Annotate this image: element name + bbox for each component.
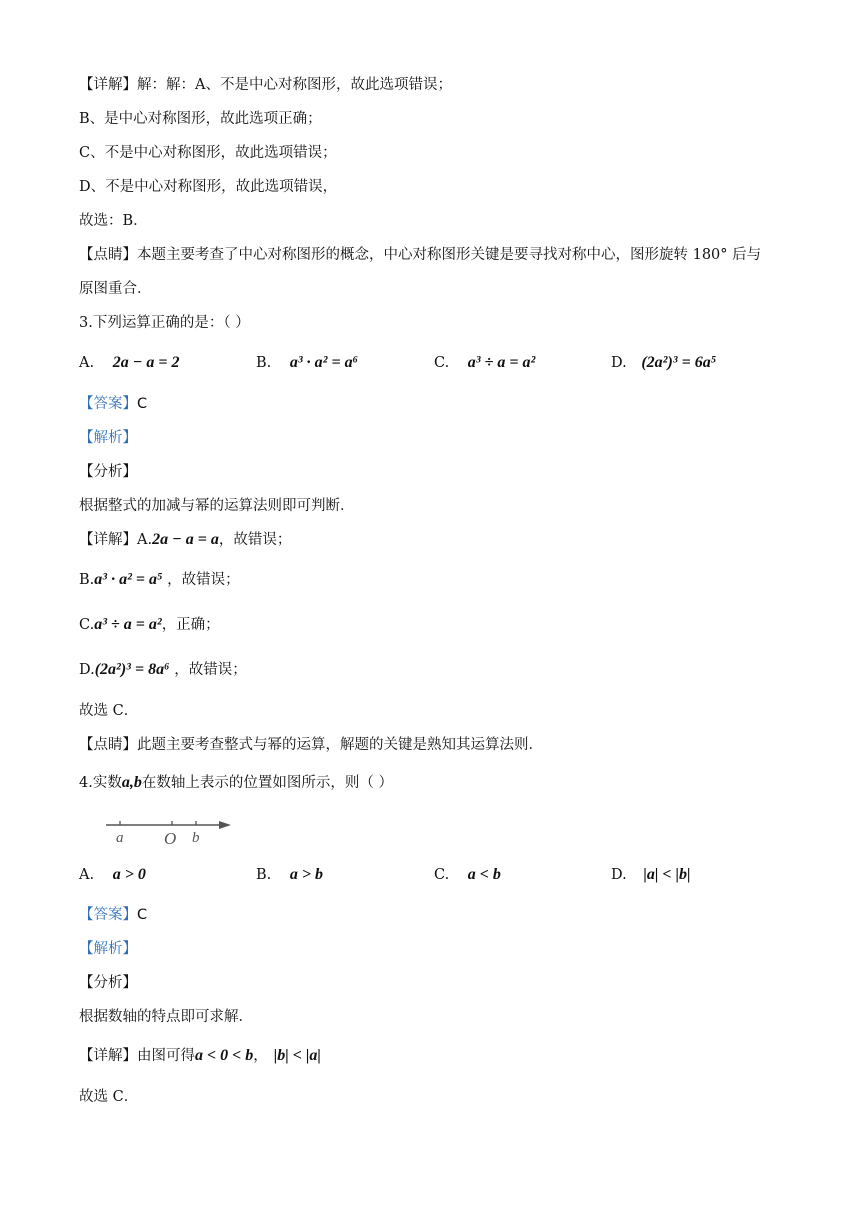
detail-expr: 2a − a = a <box>152 531 219 548</box>
axis-label-b: b <box>192 830 200 846</box>
q3-answer <box>79 394 147 414</box>
detail-prefix: 【详解】由图可得 <box>79 1048 195 1064</box>
q3-stem: 3.下列运算正确的是：（ ） <box>79 315 250 331</box>
q2-detail-b: B、是中心对称图形，故此选项正确； <box>79 111 322 127</box>
axis-label-o: O <box>164 829 177 848</box>
q3-detail-d <box>79 660 247 680</box>
detail-prefix: C. <box>79 617 95 633</box>
q4-fenxi-tag: 【分析】 <box>79 975 137 991</box>
detail-prefix: B. <box>79 572 95 588</box>
option-letter: B. <box>256 355 272 371</box>
q4-option-b <box>256 864 323 886</box>
stem-vars: a,b <box>121 774 142 791</box>
option-expr: a > 0 <box>112 866 146 883</box>
option-letter: D. <box>611 355 627 371</box>
q4-detail <box>79 1046 321 1066</box>
detail-suffix: ，故错误； <box>169 662 247 678</box>
option-expr: a > b <box>289 866 323 883</box>
q4-analysis-tag: 【解析】 <box>79 941 137 957</box>
q3-option-d <box>611 352 716 374</box>
answer-value: C <box>137 907 148 923</box>
q3-fenxi-tag: 【分析】 <box>79 464 137 480</box>
number-line-figure <box>100 812 240 852</box>
detail-sep: ， <box>253 1048 268 1064</box>
option-expr: a < b <box>467 866 501 883</box>
detail-expr-2: |b| < |a| <box>273 1047 321 1064</box>
q2-detail-a: 【详解】解：解：A、不是中心对称图形，故此选项错误； <box>79 77 452 93</box>
q3-option-b <box>256 352 358 374</box>
option-expr: |a| < |b| <box>643 866 691 883</box>
detail-expr: a³ · a² = a⁵ <box>94 571 163 588</box>
detail-suffix: ，故错误； <box>218 532 292 548</box>
stem-suffix: 在数轴上表示的位置如图所示，则（ ） <box>141 775 393 791</box>
option-letter: D. <box>611 867 627 883</box>
detail-expr: (2a²)³ = 8a⁶ <box>94 661 170 678</box>
detail-suffix: ，正确； <box>161 617 220 633</box>
q3-choose: 故选 C． <box>79 703 139 719</box>
option-expr: a³ · a² = a⁶ <box>289 354 359 371</box>
q3-analysis-tag: 【解析】 <box>79 430 137 446</box>
arrow-head-icon <box>219 821 231 829</box>
answer-tag: 【答案】 <box>79 907 137 923</box>
option-letter: B. <box>256 867 272 883</box>
detail-expr-1: a < 0 < b <box>195 1047 254 1064</box>
q4-option-d <box>611 864 691 886</box>
answer-tag: 【答案】 <box>79 396 137 412</box>
q3-detail-b <box>79 570 240 590</box>
detail-prefix: D. <box>79 662 95 678</box>
q3-option-c <box>434 352 535 374</box>
option-letter: C. <box>434 355 450 371</box>
detail-expr: a³ ÷ a = a² <box>94 616 162 633</box>
q3-option-a <box>79 352 180 374</box>
q2-detail-d: D、不是中心对称图形，故此选项错误， <box>79 179 338 195</box>
stem-prefix: 4.实数 <box>79 775 122 791</box>
q3-comment: 【点睛】此题主要考查整式与幂的运算，解题的关键是熟知其运算法则． <box>79 737 543 753</box>
detail-suffix: ，故错误； <box>162 572 240 588</box>
detail-prefix: 【详解】A. <box>79 532 153 548</box>
option-letter: A. <box>79 355 95 371</box>
answer-value: C <box>137 396 148 412</box>
q2-detail-c: C、不是中心对称图形，故此选项错误； <box>79 145 337 161</box>
option-expr: (2a²)³ = 6a⁵ <box>641 354 717 371</box>
q2-comment-line2: 原图重合． <box>79 281 152 297</box>
q3-fenxi-text: 根据整式的加减与幂的运算法则即可判断． <box>79 498 355 514</box>
q2-comment-line1: 【点睛】本题主要考查了中心对称图形的概念，中心对称图形关键是要寻找对称中心，图形旋转 180° 后与 <box>79 247 762 263</box>
q4-choose: 故选 C． <box>79 1089 139 1105</box>
q4-option-a <box>79 864 146 886</box>
q3-detail-c <box>79 615 220 635</box>
q4-answer <box>79 905 147 925</box>
q4-option-c <box>434 864 501 886</box>
q4-stem <box>79 773 393 793</box>
axis-label-a: a <box>116 830 124 846</box>
option-letter: C. <box>434 867 450 883</box>
q4-fenxi-text: 根据数轴的特点即可求解． <box>79 1009 253 1025</box>
option-expr: 2a − a = 2 <box>112 354 180 371</box>
q3-detail-a <box>79 530 291 550</box>
option-expr: a³ ÷ a = a² <box>467 354 536 371</box>
q2-choose: 故选：B． <box>79 213 148 229</box>
option-letter: A. <box>79 867 95 883</box>
